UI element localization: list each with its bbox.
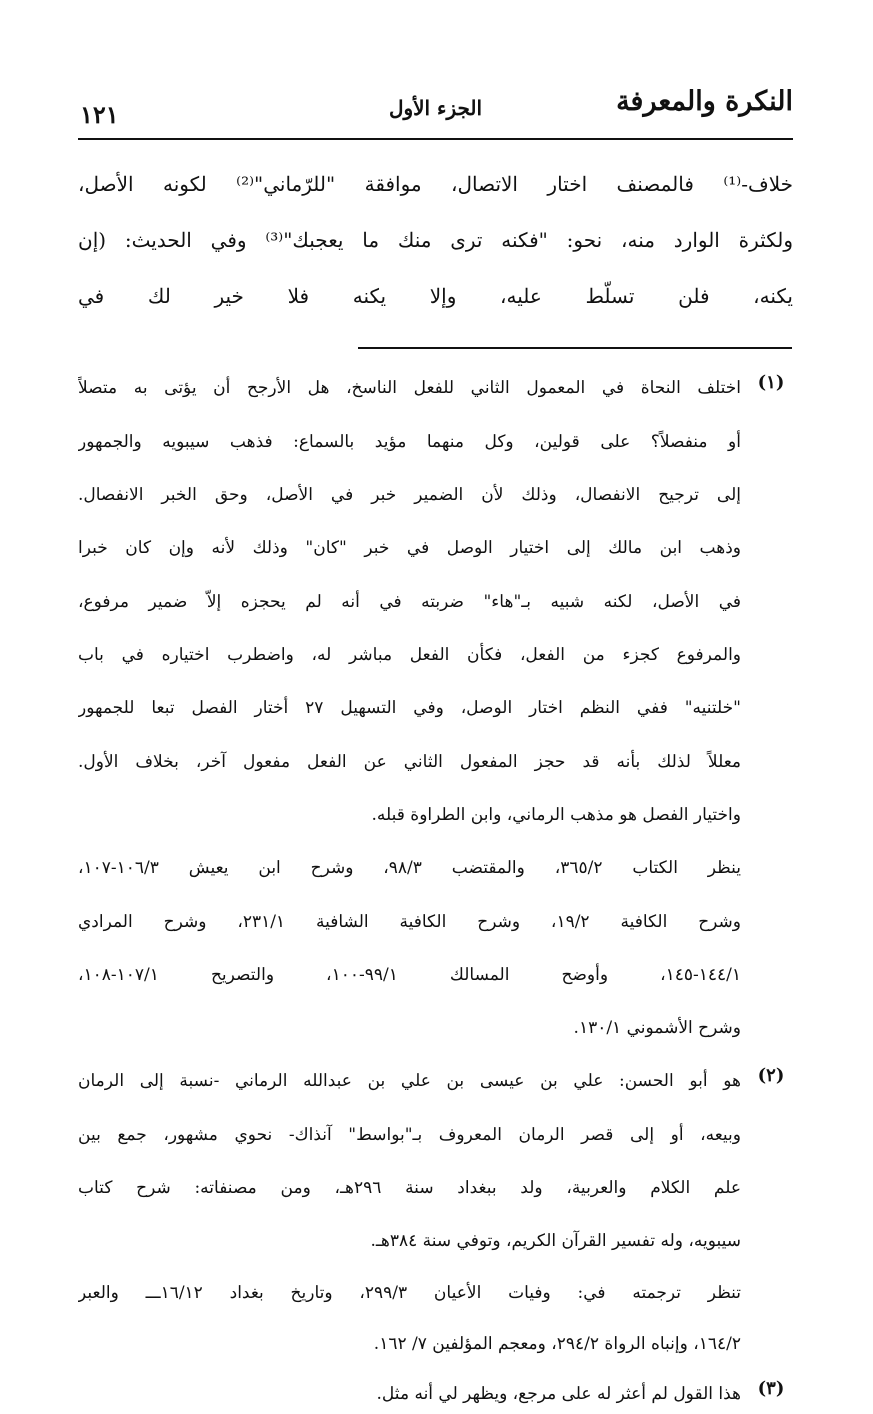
footnote-line: واختيار الفصل هو مذهب الرماني، وابن الطراوة قبله. xyxy=(371,805,741,825)
footnote-line: وشرح الأشموني ١٣٠/١. xyxy=(573,1018,741,1038)
footnote-line: سيبويه، وله تفسير القرآن الكريم، وتوفي سنة ٣٨٤هـ. xyxy=(370,1231,741,1251)
footnote-line: هو أبو الحسن: علي بن عيسى بن علي بن عبدالله الرماني -نسبة إلى الرمان xyxy=(78,1071,741,1091)
footnote-line: وشرح الكافية ١٩/٢، وشرح الكافية الشافية ٢٣١/١، وشرح المرادي xyxy=(78,912,741,932)
part-title: الجزء الأول xyxy=(388,96,483,120)
footnote-marker-1: (١) xyxy=(757,372,785,393)
header-divider xyxy=(78,138,793,140)
footnote-line: تنظر ترجمته في: وفيات الأعيان ٢٩٩/٣، وتاريخ بغداد ١٦/١٢ـــ والعبر xyxy=(78,1283,741,1303)
footnote-line: اختلف النحاة في المعمول الثاني للفعل الناسخ، هل الأرجح أن يؤتى به متصلاً xyxy=(78,378,741,398)
footnote-line: وذهب ابن مالك إلى اختيار الوصل في خبر "كان" وذلك لأنه وإن كان خبرا xyxy=(78,538,741,558)
main-text-line: ولكثرة الوارد منه، نحو: "فكنه ترى منك ما يعجبك"⁽³⁾ وفي الحديث: (إن xyxy=(78,228,793,252)
page-header xyxy=(78,82,793,132)
book-title: النكرة والمعرفة xyxy=(616,86,793,117)
footnote-line: علم الكلام والعربية، ولد ببغداد سنة ٢٩٦هـ، ومن مصنفاته: شرح كتاب xyxy=(78,1178,741,1198)
footnote-line: وبيعه، أو إلى قصر الرمان المعروف بـ"بواسط" آنذاك- نحوي مشهور، جمع بين xyxy=(78,1125,741,1145)
footnote-line: أو منفصلاً؟ على قولين، وكل منهما مؤيد بالسماع: فذهب سيبويه والجمهور xyxy=(78,432,741,452)
footnote-line: في الأصل، لكنه شبيه بـ"هاء" ضربته في أنه لم يحجزه إلاّ ضمير مرفوع، xyxy=(78,592,741,612)
footnote-line: ١٦٤/٢، وإنباه الرواة ٢٩٤/٢، ومعجم المؤلفين ٧/ ١٦٢. xyxy=(373,1334,741,1354)
footnote-line: هذا القول لم أعثر له على مرجع، ويظهر لي أنه مثل. xyxy=(376,1384,741,1404)
footnote-line: إلى ترجيح الانفصال، وذلك لأن الضمير خبر في الأصل، وحق الخبر الانفصال. xyxy=(78,485,741,505)
main-text xyxy=(78,156,793,324)
footnote-line: "خلتنيه" ففي النظم اختار الوصل، وفي التسهيل ٢٧ أختار الفصل تبعا للجمهور xyxy=(78,698,741,718)
footnote-marker-2: (٢) xyxy=(757,1065,785,1086)
footnote-marker-3: (٣) xyxy=(757,1378,785,1399)
main-text-line: خلاف-⁽¹⁾ فالمصنف اختار الاتصال، موافقة "للرّماني"⁽²⁾ لكونه الأصل، xyxy=(78,172,793,196)
footnote-line: والمرفوع كجزء من الفعل، فكأن الفعل مباشر له، واضطرب اختياره في باب xyxy=(78,645,741,665)
footnote-line: معللاً لذلك بأنه قد حجز المفعول الثاني عن الفعل مفعول آخر، بخلاف الأول. xyxy=(78,752,741,772)
footnote-line: ينظر الكتاب ٣٦٥/٢، والمقتضب ٩٨/٣، وشرح ابن يعيش ١٠٦/٣-١٠٧، xyxy=(78,858,741,878)
main-text-line: يكنه، فلن تسلّط عليه، وإلا يكنه فلا خير لك في xyxy=(78,284,793,308)
footnote-divider xyxy=(358,347,792,349)
page-number: ١٢١ xyxy=(80,100,119,129)
footnote-line: ١٤٤/١-١٤٥، وأوضح المسالك ٩٩/١-١٠٠، والتصريح ١٠٧/١-١٠٨، xyxy=(78,965,741,985)
